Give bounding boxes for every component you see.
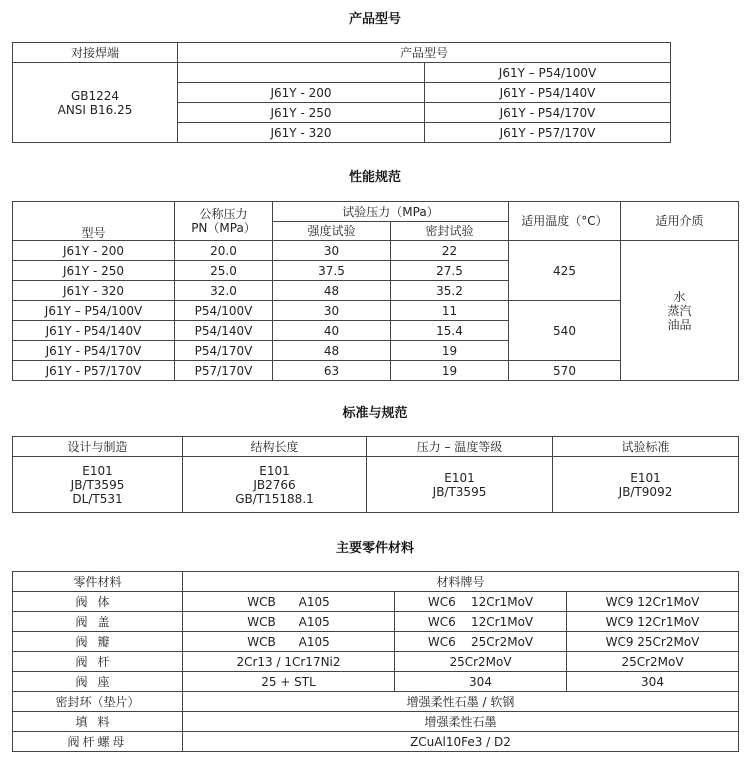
header-medium: 适用介质	[621, 202, 739, 241]
part-name: 填料	[13, 712, 183, 732]
perf-medium: 水 蒸汽 油品	[621, 241, 739, 381]
header-structure-length: 结构长度	[183, 437, 367, 457]
materials-table	[12, 571, 739, 752]
header-seal-test: 密封试验	[391, 222, 509, 241]
product-model-table	[12, 42, 671, 143]
material-cell: WCB A105	[183, 632, 395, 652]
part-name: 阀盖	[13, 612, 183, 632]
perf-seal: 15.4	[391, 321, 509, 341]
perf-model: J61Y - P54/170V	[13, 341, 175, 361]
perf-model: J61Y - 250	[13, 261, 175, 281]
part-name: 密封环（垫片）	[13, 692, 183, 712]
perf-model: J61Y - 320	[13, 281, 175, 301]
header-connection-end: 对接焊端	[13, 43, 178, 63]
perf-seal: 19	[391, 361, 509, 381]
perf-model: J61Y - P54/140V	[13, 321, 175, 341]
perf-model: J61Y - 200	[13, 241, 175, 261]
material-cell: WC6 12Cr1MoV	[395, 592, 567, 612]
header-test-standard: 试验标准	[553, 437, 739, 457]
material-cell: 增强柔性石墨	[183, 712, 739, 732]
perf-strength: 37.5	[273, 261, 391, 281]
perf-seal: 19	[391, 341, 509, 361]
section-title-performance: 性能规范	[348, 170, 401, 185]
header-pressure-temperature: 压力 – 温度等级	[367, 437, 553, 457]
part-name: 阀体	[13, 592, 183, 612]
perf-temperature: 425	[509, 241, 621, 301]
perf-strength: 48	[273, 341, 391, 361]
model-cell: J61Y - P54/140V	[425, 83, 671, 103]
model-cell	[178, 63, 425, 83]
perf-seal: 22	[391, 241, 509, 261]
perf-pressure: 32.0	[175, 281, 273, 301]
part-name: 阀杆螺母	[13, 732, 183, 752]
material-cell: WC9 25Cr2MoV	[567, 632, 739, 652]
perf-strength: 30	[273, 241, 391, 261]
material-cell: 增强柔性石墨 / 软钢	[183, 692, 739, 712]
model-cell: J61Y - P54/170V	[425, 103, 671, 123]
model-cell: J61Y - 320	[178, 123, 425, 143]
section-title-materials: 主要零件材料	[335, 541, 414, 556]
perf-strength: 40	[273, 321, 391, 341]
material-cell: ZCuAl10Fe3 / D2	[183, 732, 739, 752]
material-cell: WC9 12Cr1MoV	[567, 612, 739, 632]
test-standards: E101 JB/T9092	[553, 457, 739, 513]
model-cell: J61Y - P57/170V	[425, 123, 671, 143]
perf-pressure: P54/140V	[175, 321, 273, 341]
header-part: 零件材料	[13, 572, 183, 592]
perf-seal: 35.2	[391, 281, 509, 301]
perf-model: J61Y - P57/170V	[13, 361, 175, 381]
material-cell: WC9 12Cr1MoV	[567, 592, 739, 612]
material-cell: 25Cr2MoV	[395, 652, 567, 672]
material-cell: 304	[567, 672, 739, 692]
material-cell: 25Cr2MoV	[567, 652, 739, 672]
perf-model: J61Y – P54/100V	[13, 301, 175, 321]
connection-standard: GB1224 ANSI B16.25	[13, 63, 178, 143]
header-model: 型号	[13, 202, 175, 241]
section-title-standards: 标准与规范	[342, 406, 408, 421]
header-design-manufacture: 设计与制造	[13, 437, 183, 457]
pressure-temp-standards: E101 JB/T3595	[367, 457, 553, 513]
perf-pressure: 20.0	[175, 241, 273, 261]
model-cell: J61Y - 200	[178, 83, 425, 103]
material-cell: 25 + STL	[183, 672, 395, 692]
perf-pressure: P54/100V	[175, 301, 273, 321]
header-nominal-pressure: 公称压力 PN（MPa）	[175, 202, 273, 241]
part-name: 阀瓣	[13, 632, 183, 652]
perf-temperature: 570	[509, 361, 621, 381]
perf-seal: 11	[391, 301, 509, 321]
perf-strength: 48	[273, 281, 391, 301]
model-cell: J61Y - 250	[178, 103, 425, 123]
perf-pressure: P57/170V	[175, 361, 273, 381]
material-cell: WC6 25Cr2MoV	[395, 632, 567, 652]
perf-seal: 27.5	[391, 261, 509, 281]
header-strength-test: 强度试验	[273, 222, 391, 241]
performance-table	[12, 201, 739, 381]
header-material-grade: 材料牌号	[183, 572, 739, 592]
perf-pressure: P54/170V	[175, 341, 273, 361]
material-cell: WC6 12Cr1MoV	[395, 612, 567, 632]
header-temperature: 适用温度（°C）	[509, 202, 621, 241]
length-standards: E101 JB2766 GB/T15188.1	[183, 457, 367, 513]
header-test-pressure: 试验压力（MPa）	[273, 202, 509, 222]
perf-temperature: 540	[509, 301, 621, 361]
material-cell: WCB A105	[183, 612, 395, 632]
standards-table	[12, 436, 739, 513]
perf-strength: 30	[273, 301, 391, 321]
design-standards: E101 JB/T3595 DL/T531	[13, 457, 183, 513]
part-name: 阀杆	[13, 652, 183, 672]
material-cell: WCB A105	[183, 592, 395, 612]
perf-pressure: 25.0	[175, 261, 273, 281]
model-cell: J61Y – P54/100V	[425, 63, 671, 83]
perf-strength: 63	[273, 361, 391, 381]
material-cell: 304	[395, 672, 567, 692]
part-name: 阀座	[13, 672, 183, 692]
header-product-model: 产品型号	[178, 43, 671, 63]
section-title-product-models: 产品型号	[348, 12, 401, 27]
material-cell: 2Cr13 / 1Cr17Ni2	[183, 652, 395, 672]
